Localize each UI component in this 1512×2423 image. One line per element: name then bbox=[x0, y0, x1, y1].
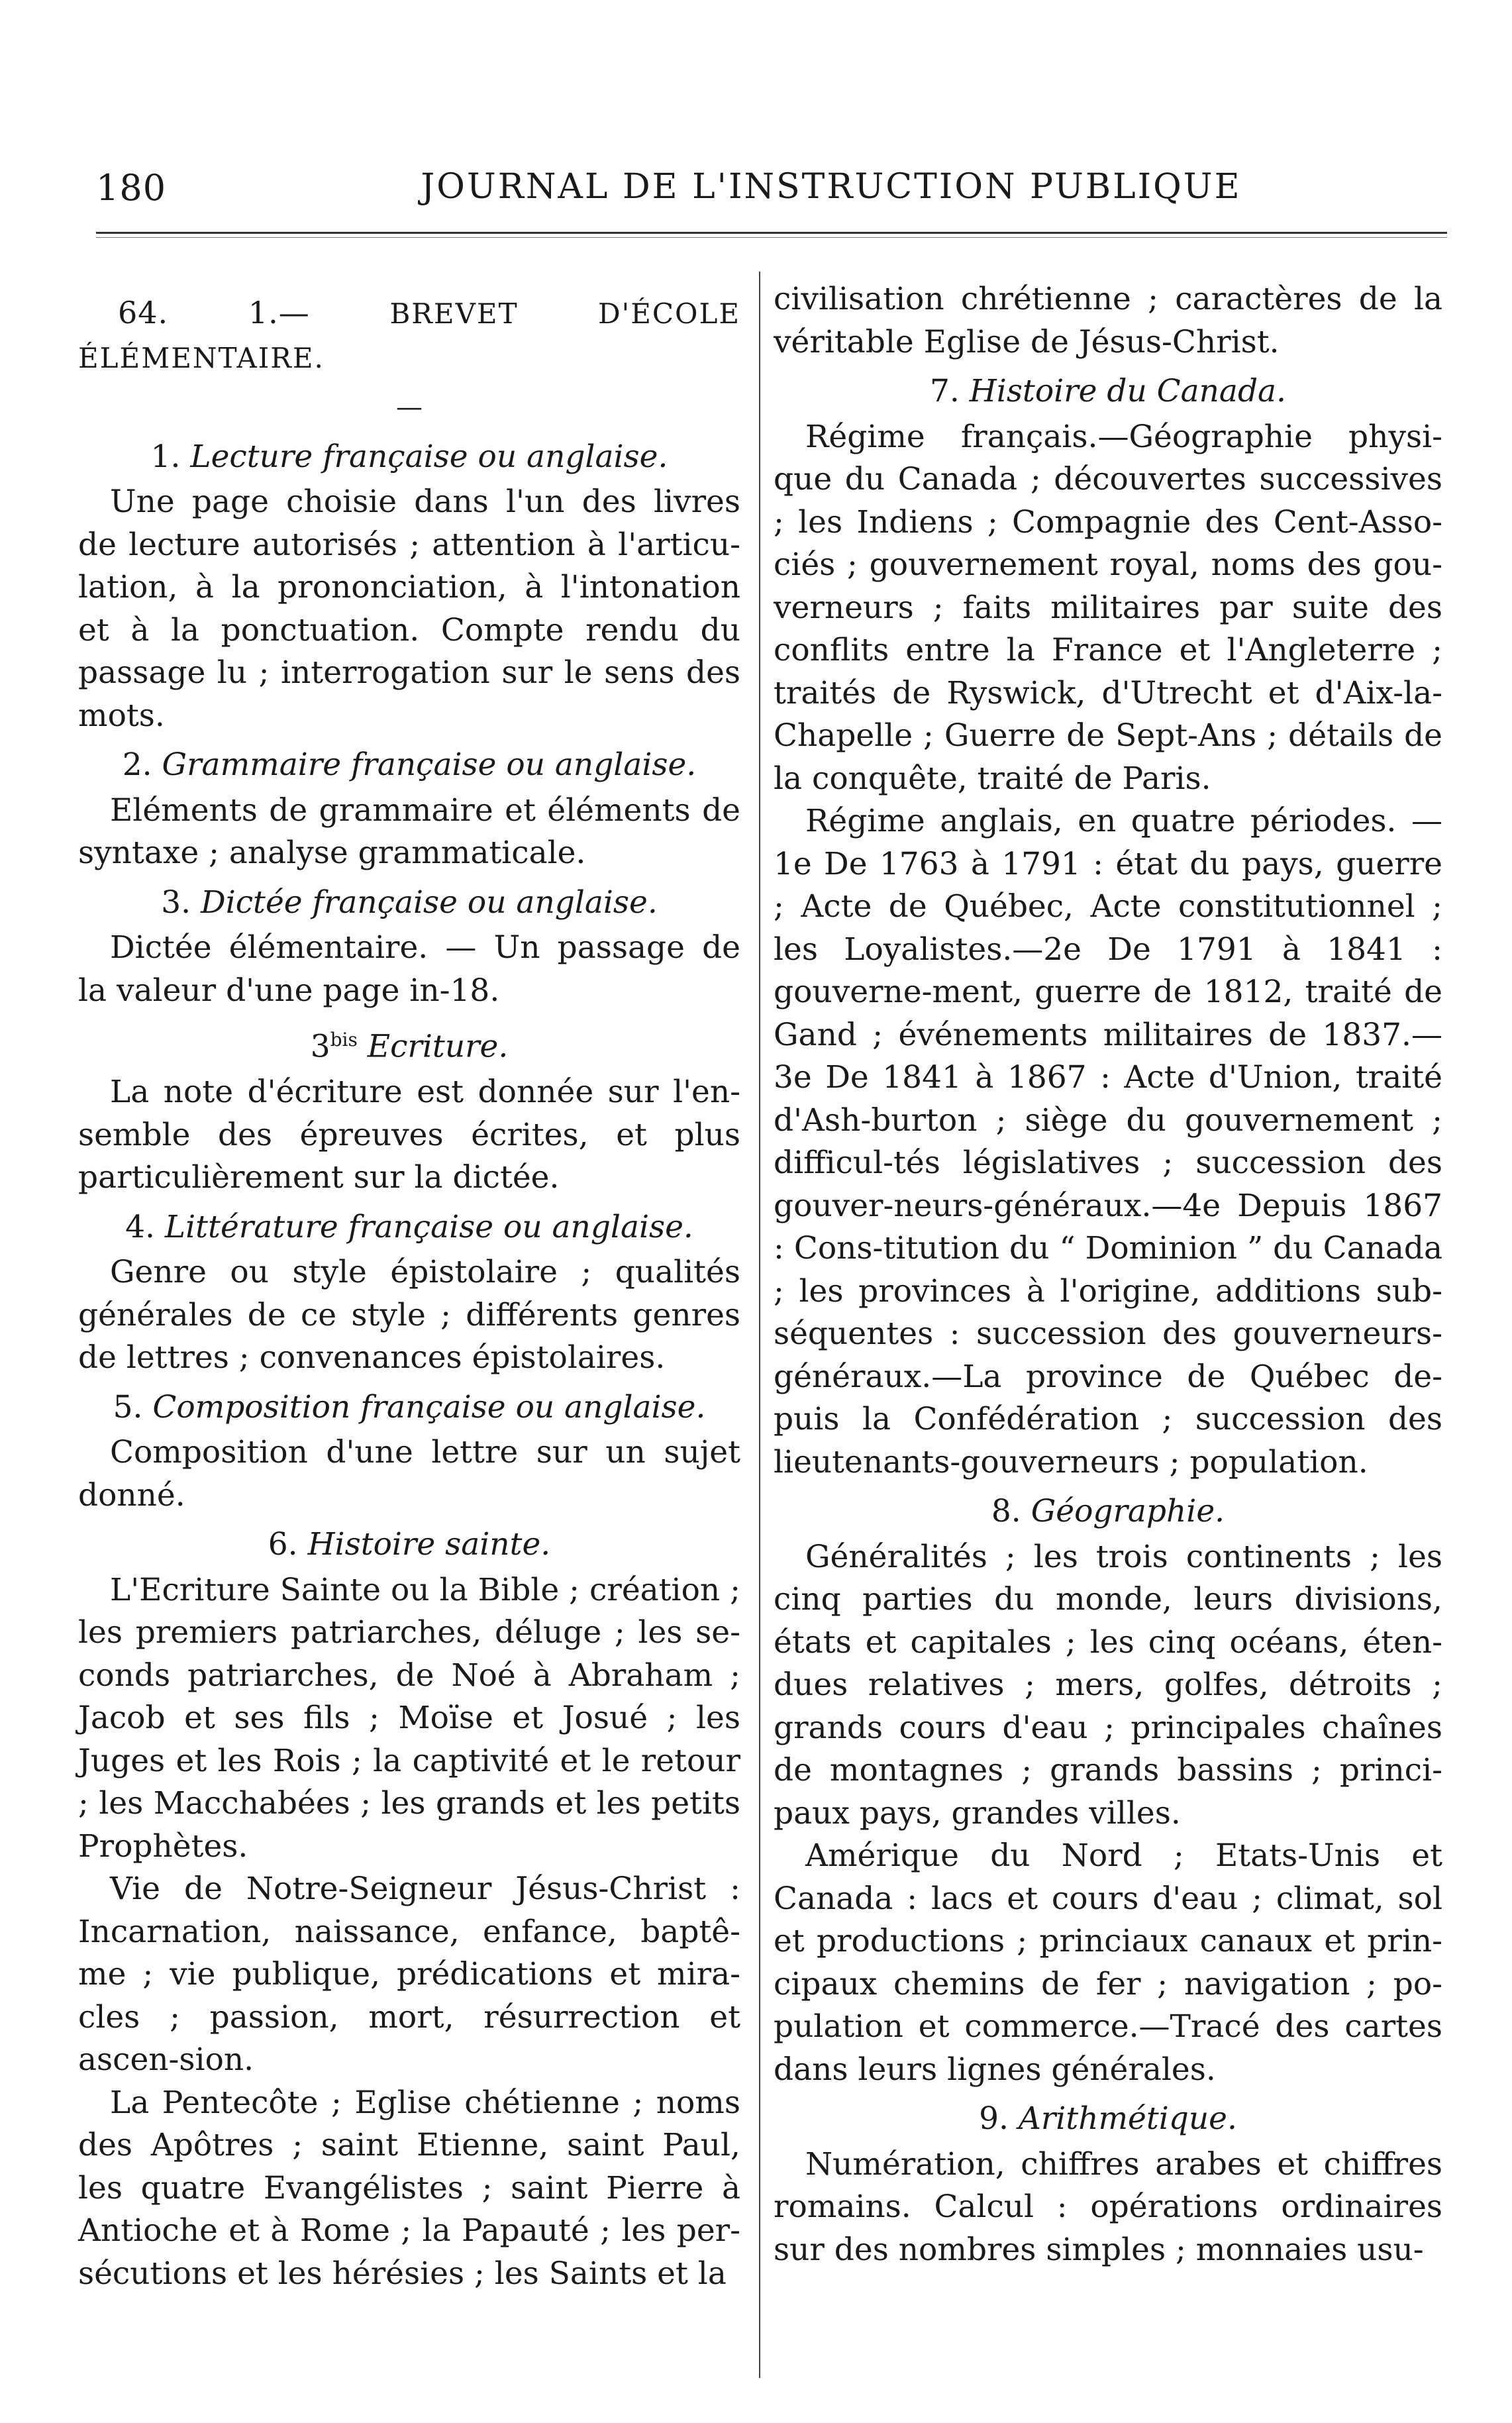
section-heading-6 bbox=[78, 1523, 740, 1567]
section-title: Arithmétique. bbox=[1018, 2100, 1237, 2137]
section-title: Littérature française ou anglaise. bbox=[164, 1208, 693, 1245]
paragraph: Amérique du Nord ; Etats-Unis et Canada : lacs et cours d'eau ; climat, sol et productions ; princiaux canaux et prin-cipaux chemins de fer ; navigation ; po-pulation et commerce.—Tracé des cartes dans leurs lignes générales. bbox=[774, 1837, 1442, 2088]
header-rule bbox=[96, 232, 1447, 238]
paragraph: Régime anglais, en quatre périodes. —1e De 1763 à 1791 : état du pays, guerre ; Acte de Québec, Acte constitutionnel ; les Loyalistes.—2e De 1791 à 1841 : gouverne-ment, guerre de 1812, traité de Gand ; événements militaires de 1837.—3e De 1841 à 1867 : Acte d'Union, traité d'Ash-burton ; siège du gouvernement ; difficul-tés législatives ; succession des gouver-neurs-généraux.—4e Depuis 1867 : Cons-titution du “ Dominion ” du Canada ; les provinces à l'origine, additions sub-séquentes : succession des gouverneurs-généraux.—La province de Québec de-puis la Confédération ; succession des lieutenants-gouverneurs ; population. bbox=[774, 803, 1442, 1480]
section-title: Composition française ou anglaise. bbox=[152, 1388, 706, 1425]
section-title: Lecture française ou anglaise. bbox=[190, 438, 668, 475]
section-number: 2. bbox=[122, 747, 152, 783]
section-title: Ecriture. bbox=[367, 1028, 509, 1065]
paragraph: L'Ecriture Sainte ou la Bible ; création ; les premiers patriarches, déluge ; les se-conds patriarches, de Noé à Abraham ; Jacob et ses fils ; Moïse et Josué ; les Juges et les Rois ; la captivité et le retour ; les Macchabées ; les grands et les petits Prophètes. bbox=[78, 1571, 740, 1865]
section-heading-4 bbox=[78, 1206, 740, 1249]
paragraph: Généralités ; les trois continents ; les cinq parties du monde, leurs divisions, états et capitales ; les cinq océans, éten-dues relatives ; mers, golfes, détroits ; grands cours d'eau ; principales chaînes de montagnes ; grands bassins ; princi-paux pays, grandes villes. bbox=[774, 1538, 1442, 1831]
section-heading-2 bbox=[78, 744, 740, 787]
left-column bbox=[78, 278, 740, 2295]
heading-dash: — bbox=[396, 392, 423, 423]
main-heading-text: BREVET D'ÉCOLE ÉLÉMENTAIRE. bbox=[78, 297, 741, 374]
section-number: 5. bbox=[113, 1388, 143, 1425]
paragraph: Genre ou style épistolaire ; qualités générales de ce style ; différents genres de lettres ; convenances épistolaires. bbox=[78, 1254, 740, 1376]
paragraph: Une page choisie dans l'un des livres de lecture autorisés ; attention à l'articu-lation, à la prononciation, à l'intonation et à la ponctuation. Compte rendu du passage lu ; interrogation sur le sens des mots. bbox=[78, 484, 740, 734]
paragraph: Dictée élémentaire. — Un passage de la valeur d'une page in-18. bbox=[78, 929, 740, 1009]
section-number: 3 bbox=[310, 1028, 330, 1065]
section-heading-7 bbox=[774, 370, 1442, 413]
main-heading bbox=[78, 291, 740, 380]
section-title: Histoire sainte. bbox=[307, 1526, 551, 1563]
section-heading-3 bbox=[78, 882, 740, 925]
section-title: Géographie. bbox=[1031, 1493, 1225, 1529]
section-heading-5 bbox=[78, 1386, 740, 1429]
main-heading-number: 64. 1.— bbox=[118, 295, 310, 331]
section-number: 8. bbox=[991, 1493, 1021, 1529]
paragraph: Eléments de grammaire et éléments de syntaxe ; analyse grammaticale. bbox=[78, 792, 740, 871]
paragraph: La note d'écriture est donnée sur l'en-semble des épreuves écrites, et plus particulièrement sur la dictée. bbox=[78, 1074, 740, 1196]
section-number: 6. bbox=[268, 1526, 298, 1563]
section-title: Dictée française ou anglaise. bbox=[201, 884, 658, 921]
section-heading-8 bbox=[774, 1490, 1442, 1533]
section-number: 1. bbox=[150, 438, 181, 475]
continued-paragraph: civilisation chrétienne ; caractères de la véritable Eglise de Jésus-Christ. bbox=[774, 281, 1442, 360]
page-number: 180 bbox=[96, 167, 167, 209]
section-title: Histoire du Canada. bbox=[969, 373, 1286, 409]
page-header bbox=[96, 167, 1414, 220]
section-number-superscript: bis bbox=[330, 1029, 358, 1051]
paragraph: Vie de Notre-Seigneur Jésus-Christ : Incarnation, naissance, enfance, baptê-me ; vie publique, prédications et mira-cles ; passion, mort, résurrection et ascen-sion. bbox=[78, 1871, 740, 2079]
section-number: 9. bbox=[979, 2100, 1009, 2137]
section-number: 3. bbox=[161, 884, 191, 921]
section-heading-3bis bbox=[78, 1019, 740, 1068]
section-title: Grammaire française ou anglaise. bbox=[162, 747, 697, 783]
section-number: 4. bbox=[125, 1208, 155, 1245]
section-heading-1 bbox=[78, 436, 740, 479]
column-divider bbox=[759, 272, 760, 2378]
right-column bbox=[774, 278, 1442, 2271]
paragraph: Régime français.—Géographie physi-que du Canada ; découvertes successives ; les Indiens ; Compagnie des Cent-Asso-ciés ; gouvernement royal, noms des gou-verneurs ; faits militaires par suite des conflits entre la France et l'Angleterre ; traités de Ryswick, d'Utrecht et d'Aix-la-Chapelle ; Guerre de Sept-Ans ; détails de la conquête, traité de Paris. bbox=[774, 418, 1442, 797]
paragraph: Composition d'une lettre sur un sujet donné. bbox=[78, 1434, 740, 1514]
paragraph: Numération, chiffres arabes et chiffres romains. Calcul : opérations ordinaires sur des nombres simples ; monnaies usu- bbox=[774, 2145, 1442, 2268]
paragraph: La Pentecôte ; Eglise chétienne ; noms des Apôtres ; saint Etienne, saint Paul, les quatre Evangélistes ; saint Pierre à Antioche et à Rome ; la Papauté ; les per-sécutions et les hérésies ; les Saints et la bbox=[78, 2084, 740, 2292]
section-heading-9 bbox=[774, 2098, 1442, 2141]
section-number: 7. bbox=[930, 373, 960, 409]
running-title: JOURNAL DE L'INSTRUCTION PUBLIQUE bbox=[421, 167, 1242, 207]
